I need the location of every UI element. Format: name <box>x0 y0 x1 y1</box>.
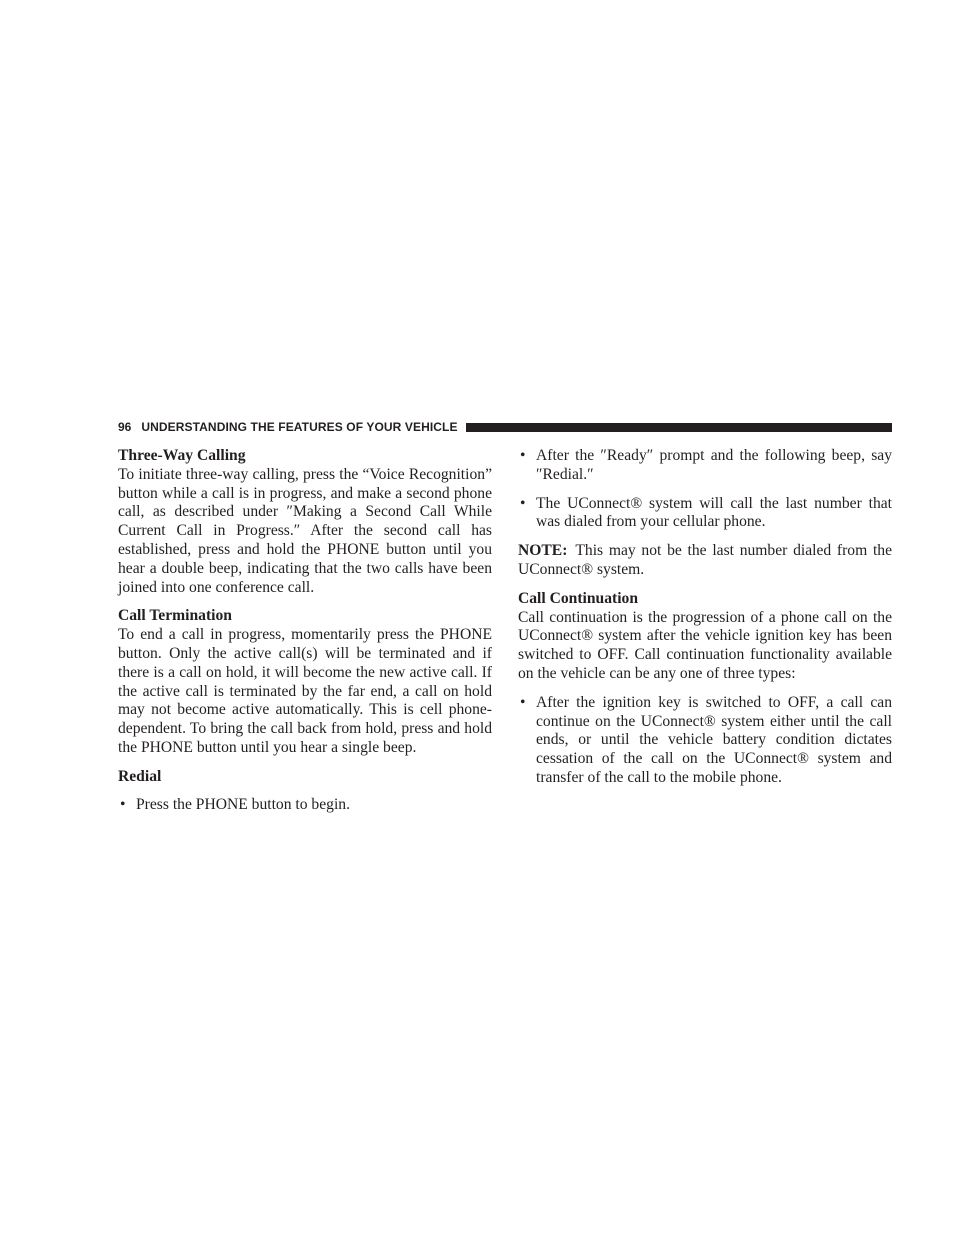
bullet-icon: • <box>520 693 526 711</box>
left-column <box>118 447 492 824</box>
paragraph-three-way-calling: To initiate three-way calling, press the “Voice Recognition” button while a call is in progress, and make a second phone call, as described under ″Making a Second Call While Current Call in Progress.″ After the second call has established, press and hold the PHONE button until you hear a double beep, indicating that the two calls have been joined into one conference call. <box>118 465 492 596</box>
heading-redial: Redial <box>118 767 162 785</box>
bullet-text: Press the PHONE button to begin. <box>136 795 350 813</box>
header-rule <box>466 423 892 432</box>
note-label: NOTE: <box>518 542 568 560</box>
heading-three-way-calling: Three-Way Calling <box>118 447 246 464</box>
bullet-text: After the ″Ready″ prompt and the following beep, say ″Redial.″ <box>536 447 892 483</box>
paragraph-call-termination: To end a call in progress, momentarily press the PHONE button. Only the active call(s) will be terminated and if there is a call on hold, it will become the new active call. If the active call is terminated by the far end, a call on hold may not become active automatically. This is cell phone-dependent. To bring the call back from hold, press and hold the PHONE button until you hear a single beep. <box>118 626 492 756</box>
bullet-icon: • <box>520 494 526 512</box>
list-item <box>518 447 892 485</box>
bullet-text: After the ignition key is switched to OFF, a call can continue on the UConnect® system either until the call ends, or until the vehicle battery condition dictates cessation of the call on the UConnect® system and transfer of the call to the mobile phone. <box>536 693 892 786</box>
list-item <box>518 495 892 533</box>
bullet-text: The UConnect® system will call the last number that was dialed from your cellular phone. <box>536 494 892 531</box>
note-text: This may not be the last number dialed from the UConnect® system. <box>518 542 892 578</box>
paragraph-call-continuation: Call continuation is the progression of a phone call on the UConnect® system after the vehicle ignition key has been switched to OFF. Call continuation functionality available on the vehicle can be any one of three types: <box>518 608 892 682</box>
heading-call-continuation: Call Continuation <box>518 589 639 607</box>
bullet-icon: • <box>120 795 126 813</box>
note <box>518 542 892 580</box>
section-title: UNDERSTANDING THE FEATURES OF YOUR VEHICLE <box>141 420 458 434</box>
page-number: 96 <box>118 420 132 434</box>
list-item <box>518 694 892 788</box>
right-column <box>518 447 892 798</box>
heading-call-termination: Call Termination <box>118 607 232 625</box>
page-header <box>118 419 892 435</box>
list-item <box>118 796 492 815</box>
bullet-icon: • <box>520 447 526 464</box>
